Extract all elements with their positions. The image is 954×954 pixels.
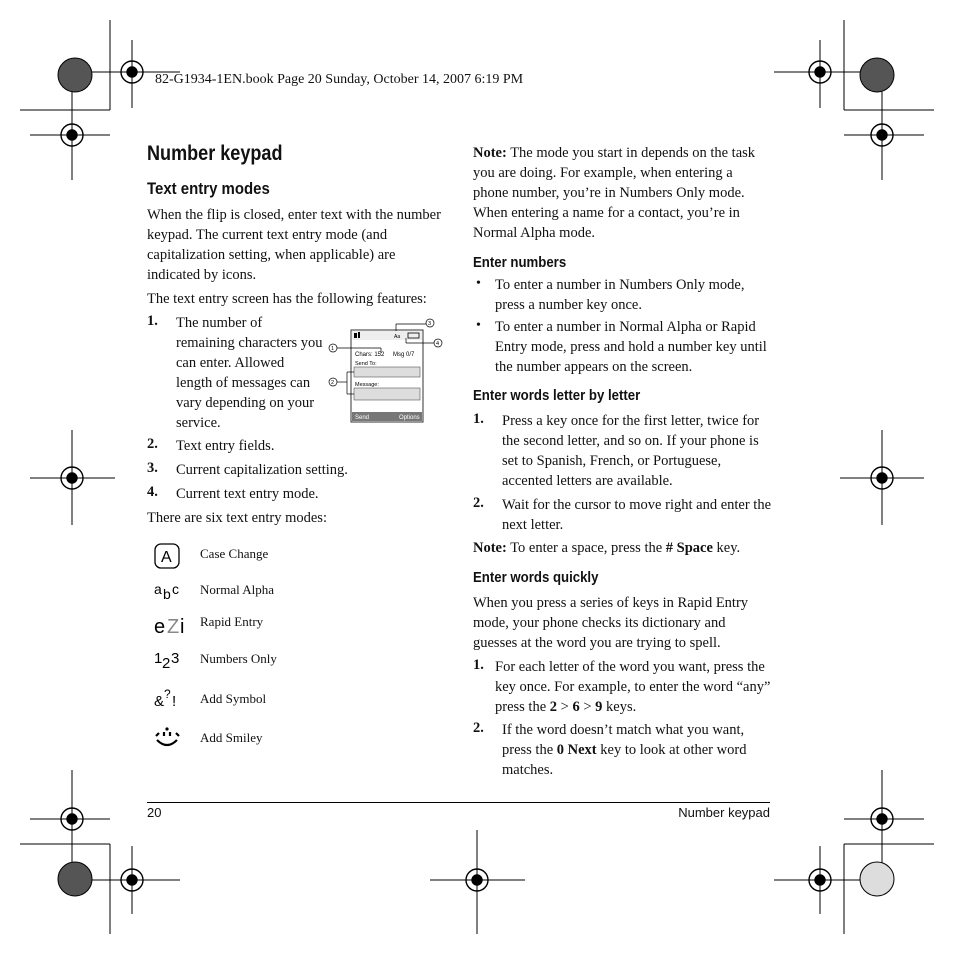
feature-number: 3. <box>147 460 158 476</box>
mode-label: Add Smiley <box>200 730 263 745</box>
svg-text:?: ? <box>164 687 171 701</box>
svg-text:&: & <box>154 693 165 710</box>
feature-item: Current capitalization setting. <box>176 462 348 478</box>
svg-text:2: 2 <box>162 655 171 672</box>
soft-key-options: Options <box>399 415 420 421</box>
feature-item: The number of remaining characters you can enter. Allowed length of messages can vary depending on your service. <box>176 315 323 431</box>
soft-key-send: Send <box>355 415 370 421</box>
svg-text:i: i <box>180 616 185 636</box>
step-number: 1. <box>473 657 484 673</box>
svg-text:Z: Z <box>167 616 180 636</box>
case-change-icon <box>154 543 184 569</box>
step-text-part: keys. <box>602 699 637 715</box>
callout-4: 4 <box>436 341 440 347</box>
mode-label: Normal Alpha <box>200 582 275 597</box>
mode-label: Numbers Only <box>200 651 277 666</box>
next-key: 0 Next <box>556 742 597 758</box>
svg-text:a: a <box>154 581 162 597</box>
note-start-mode <box>473 143 771 243</box>
footer-rule <box>147 802 770 803</box>
normal-alpha-icon <box>154 580 188 602</box>
quick-intro: When you press a series of keys in Rapid Entry mode, your phone checks its dictionary and guesses at the word you are trying to spell. <box>473 595 749 651</box>
section-title-letter-by-letter: Enter words letter by letter <box>473 387 641 404</box>
step-text: Wait for the cursor to move right and enter the next letter. <box>502 497 772 533</box>
step-text <box>502 720 764 780</box>
section-title-text-entry-modes: Text entry modes <box>147 179 270 198</box>
intro-paragraph: When the flip is closed, enter text with the number keypad. The current text entry mode (and capitalization setting, when applicable) are indicated by icons. <box>147 207 441 283</box>
svg-text:c: c <box>172 581 179 597</box>
svg-text:!: ! <box>172 693 177 710</box>
feature-number: 2. <box>147 436 158 452</box>
step-number: 2. <box>473 495 484 511</box>
message-field <box>354 388 420 400</box>
mode-label: Case Change <box>200 546 269 561</box>
space-key: # Space <box>665 540 713 556</box>
svg-text:A: A <box>161 549 172 566</box>
note-text: To enter a space, press the <box>506 540 666 556</box>
page-title: Number keypad <box>147 142 283 165</box>
note-text: key. <box>712 540 741 556</box>
callout-2: 2 <box>331 380 335 386</box>
page-number: 20 <box>147 805 162 820</box>
note-label: Note: <box>473 145 507 161</box>
key-6: 6 <box>572 699 580 715</box>
send-to-label: Send To: <box>355 361 377 367</box>
list-item: To enter a number in Normal Alpha or Rapid Entry mode, press and hold a number key until the number appears on the screen. <box>495 319 767 375</box>
section-title-words-quickly: Enter words quickly <box>473 569 599 586</box>
step-text-part: For each letter of the word you want, press the key once. For example, to enter the word “any” press the <box>495 659 771 715</box>
rapid-entry-icon <box>154 610 190 636</box>
add-smiley-icon <box>154 726 182 752</box>
note-label: Note: <box>473 540 507 556</box>
key-9: 9 <box>595 699 603 715</box>
step-text: Press a key once for the first letter, twice for the second letter, and so on. If your phone is set to Spanish, French, or Portuguese, accented letters are available. <box>502 413 760 489</box>
features-intro: The text entry screen has the following features: <box>147 291 427 307</box>
message-label: Message: <box>355 382 379 388</box>
print-header: 82-G1934-1EN.book Page 20 Sunday, October 14, 2007 6:19 PM <box>155 72 524 87</box>
feature-number: 1. <box>147 313 158 329</box>
step-number: 2. <box>473 720 484 736</box>
step-text <box>495 657 772 717</box>
step-text-part: If the word doesn’t match what you want, press the <box>502 722 745 758</box>
svg-text:3: 3 <box>171 650 180 667</box>
list-item: To enter a number in Numbers Only mode, press a number key once. <box>495 277 745 313</box>
numbers-only-icon <box>154 648 188 672</box>
section-title-enter-numbers: Enter numbers <box>473 254 567 271</box>
footer-section-name: Number keypad <box>678 805 770 820</box>
callout-3: 3 <box>428 321 432 327</box>
message-count: Msg 0/7 <box>393 352 415 358</box>
note-space-key <box>473 538 771 558</box>
callout-1: 1 <box>331 346 335 352</box>
feature-item: Text entry fields. <box>176 438 275 454</box>
text-entry-screen-illustration <box>326 316 446 426</box>
bullet-icon: • <box>476 276 481 291</box>
svg-text:1: 1 <box>154 650 163 667</box>
note-text: The mode you start in depends on the task you are doing. For example, when entering a phone number, you’re in Numbers Only mode. When entering a name for a contact, you’re in Normal Alpha mode. <box>473 145 756 241</box>
step-text-part: key to look at other word matches. <box>502 742 747 778</box>
bullet-icon: • <box>476 318 481 333</box>
modes-intro: There are six text entry modes: <box>147 510 327 526</box>
feature-item: Current text entry mode. <box>176 486 319 502</box>
svg-text:b: b <box>163 586 171 602</box>
add-symbol-icon <box>154 686 184 710</box>
mode-label: Rapid Entry <box>200 614 264 629</box>
mode-label: Add Symbol <box>200 691 267 706</box>
key-2: 2 <box>549 699 558 715</box>
step-number: 1. <box>473 411 484 427</box>
svg-text:e: e <box>154 616 166 636</box>
mode-indicator: Aa <box>394 334 401 340</box>
feature-number: 4. <box>147 484 158 500</box>
key-separator: > <box>579 699 596 715</box>
chars-remaining: Chars: 152 <box>355 352 385 358</box>
send-to-field <box>354 367 420 377</box>
key-separator: > <box>557 699 573 715</box>
